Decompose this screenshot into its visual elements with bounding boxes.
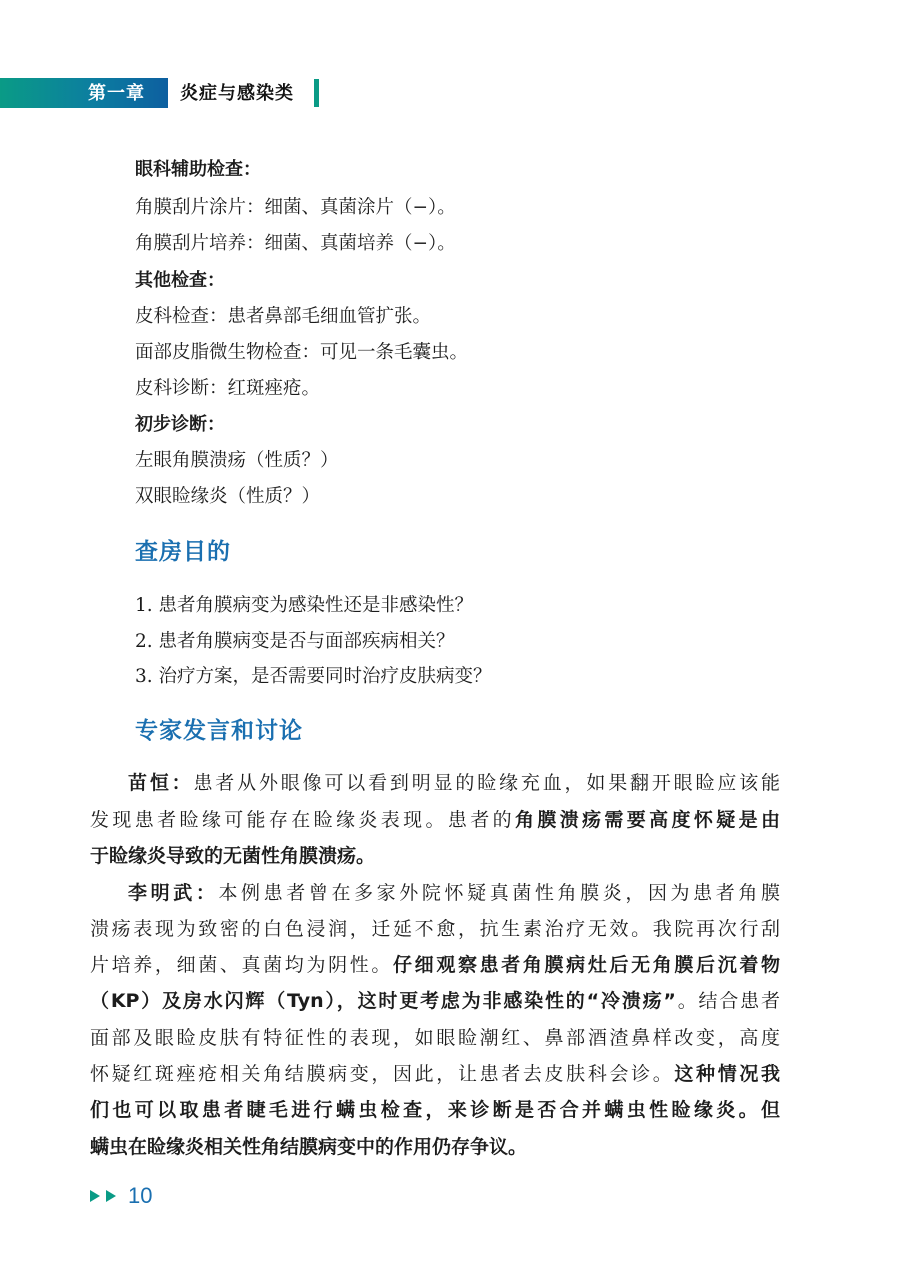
discussion-heading: 专家发言和讨论 — [135, 718, 303, 744]
diagnosis-title: 初步诊断： — [135, 414, 225, 435]
purpose-item: 3. 治疗方案，是否需要同时治疗皮肤病变？ — [135, 666, 492, 687]
other-exam-item: 皮科检查：患者鼻部毛细血管扩张。 — [135, 306, 432, 327]
other-exam-title: 其他检查： — [135, 270, 225, 291]
discussion-paragraph-line: （KP）及房水闪辉（Tyn），这时更考虑为非感染性的“冷溃疡”。结合患者 — [90, 990, 780, 1012]
other-exam-item: 面部皮脂微生物检查：可见一条毛囊虫。 — [135, 342, 469, 363]
ophthalmic-exam-title: 眼科辅助检查： — [135, 159, 261, 180]
discussion-paragraph-line: 于睑缘炎导致的无菌性角膜溃疡。 — [90, 845, 376, 867]
speaker-name: 苗恒： — [128, 772, 194, 794]
discussion-paragraph-line: 发现患者睑缘可能存在睑缘炎表现。患者的角膜溃疡需要高度怀疑是由 — [90, 809, 780, 831]
discussion-paragraph-line: 溃疡表现为致密的白色浸润，迁延不愈，抗生素治疗无效。我院再次行刮 — [90, 918, 780, 940]
arrow-icon — [106, 1190, 116, 1202]
page-footer — [90, 1184, 152, 1208]
ophthalmic-exam-item: 角膜刮片涂片：细菌、真菌涂片（−）。 — [135, 197, 456, 218]
header-divider-bar — [314, 79, 319, 107]
discussion-paragraph-line: 面部及眼睑皮肤有特征性的表现，如眼睑潮红、鼻部酒渣鼻样改变，高度 — [90, 1027, 780, 1049]
purpose-heading: 查房目的 — [135, 539, 231, 565]
ophthalmic-exam-item: 角膜刮片培养：细菌、真菌培养（−）。 — [135, 233, 456, 254]
discussion-paragraph-line: 们也可以取患者睫毛进行螨虫检查，来诊断是否合并螨虫性睑缘炎。但 — [90, 1099, 780, 1121]
discussion-paragraph-line: 片培养，细菌、真菌均为阴性。仔细观察患者角膜病灶后无角膜后沉着物 — [90, 954, 780, 976]
page-number: 10 — [128, 1183, 153, 1208]
discussion-paragraph-line: 苗恒：患者从外眼像可以看到明显的睑缘充血，如果翻开眼睑应该能 — [128, 772, 780, 794]
purpose-item: 1. 患者角膜病变为感染性还是非感染性？ — [135, 595, 474, 616]
other-exam-item: 皮科诊断：红斑痤疮。 — [135, 378, 321, 399]
speaker-name: 李明武： — [128, 882, 219, 904]
section-name: 炎症与感染类 — [180, 83, 294, 104]
purpose-item: 2. 患者角膜病变是否与面部疾病相关？ — [135, 631, 455, 652]
discussion-paragraph-line: 螨虫在睑缘炎相关性角结膜病变中的作用仍存争议。 — [90, 1136, 528, 1158]
chapter-label: 第一章 — [88, 83, 145, 104]
diagnosis-item: 双眼睑缘炎（性质？） — [135, 486, 321, 507]
discussion-paragraph-line: 怀疑红斑痤疮相关角结膜病变，因此，让患者去皮肤科会诊。这种情况我 — [90, 1063, 780, 1085]
discussion-paragraph-line: 李明武：本例患者曾在多家外院怀疑真菌性角膜炎，因为患者角膜 — [128, 882, 780, 904]
arrow-icon — [90, 1190, 100, 1202]
diagnosis-item: 左眼角膜溃疡（性质？） — [135, 450, 339, 471]
